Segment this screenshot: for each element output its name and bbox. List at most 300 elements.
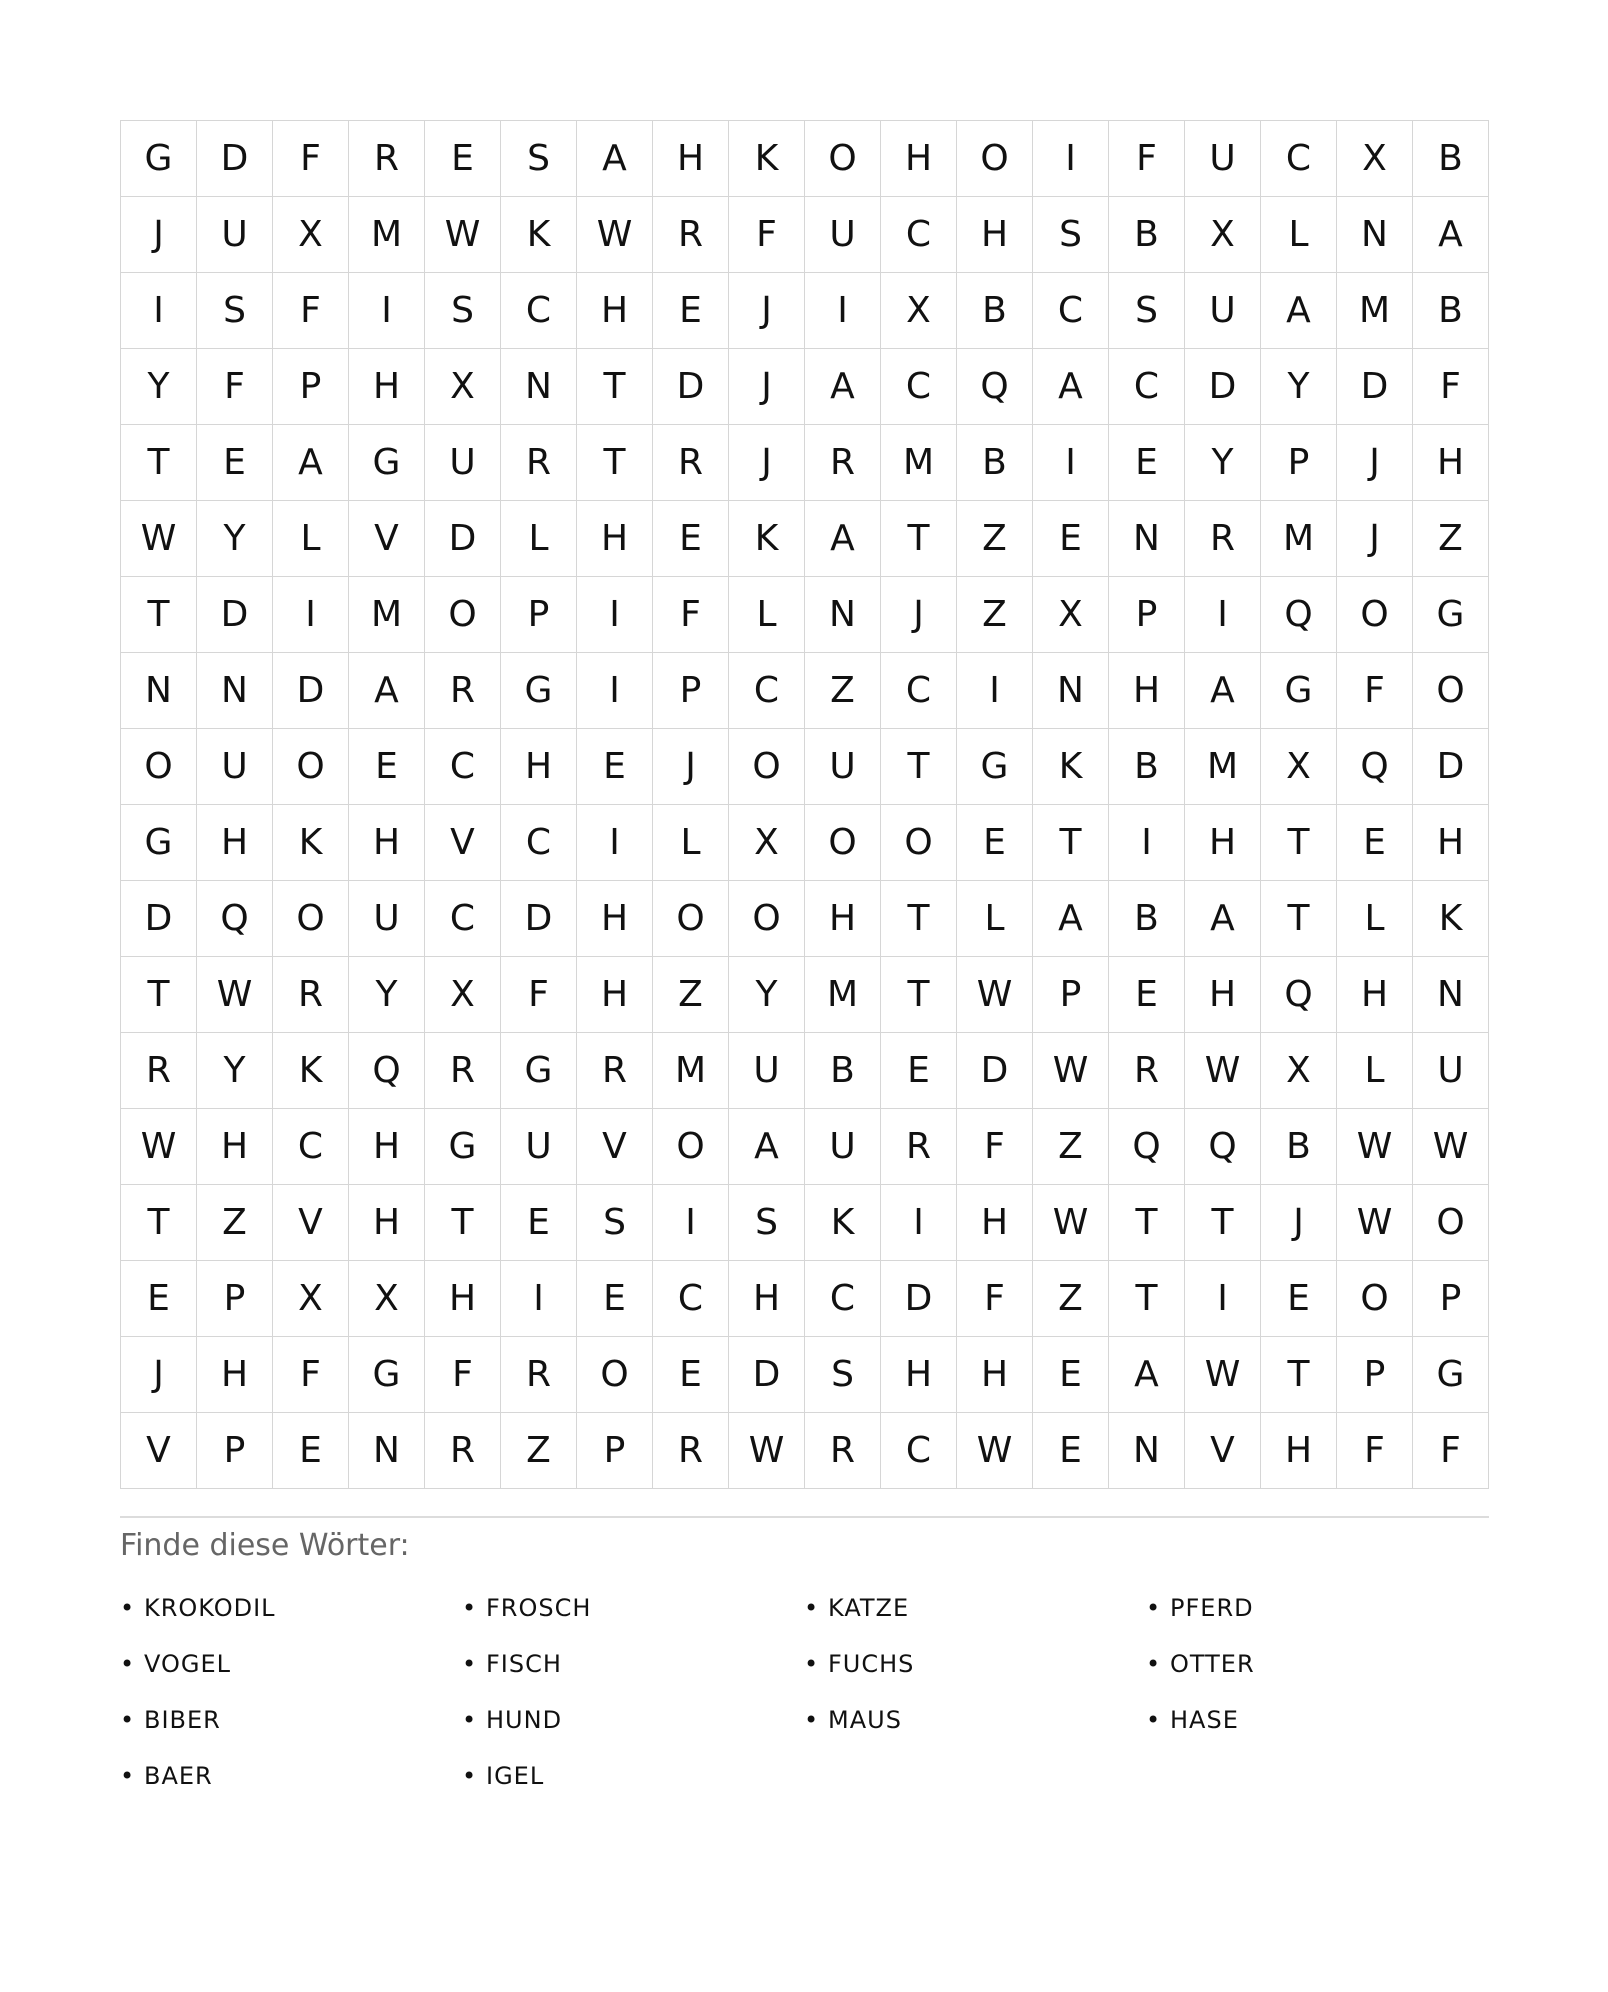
grid-cell[interactable]: W: [1337, 1185, 1413, 1261]
grid-cell[interactable]: I: [577, 805, 653, 881]
grid-cell[interactable]: H: [729, 1261, 805, 1337]
grid-cell[interactable]: R: [653, 1413, 729, 1489]
grid-cell[interactable]: U: [1185, 273, 1261, 349]
grid-cell[interactable]: I: [1033, 425, 1109, 501]
grid-cell[interactable]: H: [957, 1337, 1033, 1413]
grid-cell[interactable]: J: [1337, 501, 1413, 577]
grid-cell[interactable]: A: [1033, 881, 1109, 957]
grid-cell[interactable]: Z: [1033, 1109, 1109, 1185]
grid-cell[interactable]: Q: [349, 1033, 425, 1109]
grid-cell[interactable]: F: [1413, 349, 1489, 425]
grid-cell[interactable]: G: [425, 1109, 501, 1185]
grid-cell[interactable]: Q: [197, 881, 273, 957]
grid-cell[interactable]: X: [425, 349, 501, 425]
grid-cell[interactable]: W: [957, 1413, 1033, 1489]
grid-cell[interactable]: H: [577, 957, 653, 1033]
grid-cell[interactable]: E: [1033, 501, 1109, 577]
grid-cell[interactable]: S: [577, 1185, 653, 1261]
grid-cell[interactable]: H: [197, 805, 273, 881]
grid-cell[interactable]: F: [653, 577, 729, 653]
grid-cell[interactable]: B: [1109, 729, 1185, 805]
grid-cell[interactable]: E: [349, 729, 425, 805]
grid-cell[interactable]: P: [577, 1413, 653, 1489]
grid-cell[interactable]: T: [577, 425, 653, 501]
grid-cell[interactable]: U: [501, 1109, 577, 1185]
grid-cell[interactable]: D: [1185, 349, 1261, 425]
grid-cell[interactable]: D: [501, 881, 577, 957]
grid-cell[interactable]: H: [349, 1185, 425, 1261]
grid-cell[interactable]: G: [1413, 1337, 1489, 1413]
grid-cell[interactable]: G: [349, 1337, 425, 1413]
grid-cell[interactable]: I: [957, 653, 1033, 729]
grid-cell[interactable]: H: [805, 881, 881, 957]
grid-cell[interactable]: J: [729, 273, 805, 349]
grid-cell[interactable]: H: [577, 881, 653, 957]
grid-cell[interactable]: E: [653, 501, 729, 577]
grid-cell[interactable]: S: [729, 1185, 805, 1261]
grid-cell[interactable]: M: [1337, 273, 1413, 349]
grid-cell[interactable]: W: [121, 1109, 197, 1185]
grid-cell[interactable]: X: [273, 1261, 349, 1337]
grid-cell[interactable]: C: [881, 349, 957, 425]
grid-cell[interactable]: C: [881, 653, 957, 729]
grid-cell[interactable]: C: [425, 881, 501, 957]
grid-cell[interactable]: N: [501, 349, 577, 425]
grid-cell[interactable]: R: [501, 1337, 577, 1413]
grid-cell[interactable]: O: [577, 1337, 653, 1413]
grid-cell[interactable]: B: [1413, 121, 1489, 197]
grid-cell[interactable]: I: [1185, 577, 1261, 653]
grid-cell[interactable]: W: [121, 501, 197, 577]
grid-cell[interactable]: Y: [1185, 425, 1261, 501]
grid-cell[interactable]: A: [805, 349, 881, 425]
grid-cell[interactable]: Z: [1033, 1261, 1109, 1337]
grid-cell[interactable]: Z: [957, 501, 1033, 577]
grid-cell[interactable]: M: [805, 957, 881, 1033]
grid-cell[interactable]: T: [1109, 1185, 1185, 1261]
grid-cell[interactable]: F: [1337, 1413, 1413, 1489]
grid-cell[interactable]: Q: [1337, 729, 1413, 805]
grid-cell[interactable]: V: [577, 1109, 653, 1185]
grid-cell[interactable]: E: [425, 121, 501, 197]
grid-cell[interactable]: X: [881, 273, 957, 349]
grid-cell[interactable]: R: [653, 197, 729, 273]
grid-cell[interactable]: D: [729, 1337, 805, 1413]
grid-cell[interactable]: S: [197, 273, 273, 349]
grid-cell[interactable]: E: [1033, 1337, 1109, 1413]
grid-cell[interactable]: B: [957, 425, 1033, 501]
grid-cell[interactable]: P: [653, 653, 729, 729]
grid-cell[interactable]: D: [881, 1261, 957, 1337]
grid-cell[interactable]: V: [121, 1413, 197, 1489]
grid-cell[interactable]: O: [1337, 577, 1413, 653]
grid-cell[interactable]: O: [273, 729, 349, 805]
grid-cell[interactable]: S: [1033, 197, 1109, 273]
grid-cell[interactable]: A: [1413, 197, 1489, 273]
grid-cell[interactable]: C: [273, 1109, 349, 1185]
grid-cell[interactable]: C: [1261, 121, 1337, 197]
grid-cell[interactable]: M: [881, 425, 957, 501]
grid-cell[interactable]: E: [653, 1337, 729, 1413]
grid-cell[interactable]: T: [881, 957, 957, 1033]
grid-cell[interactable]: I: [577, 653, 653, 729]
grid-cell[interactable]: F: [729, 197, 805, 273]
grid-cell[interactable]: O: [1413, 653, 1489, 729]
grid-cell[interactable]: W: [1033, 1185, 1109, 1261]
grid-cell[interactable]: I: [1185, 1261, 1261, 1337]
grid-cell[interactable]: D: [1413, 729, 1489, 805]
grid-cell[interactable]: I: [881, 1185, 957, 1261]
grid-cell[interactable]: A: [805, 501, 881, 577]
grid-cell[interactable]: D: [957, 1033, 1033, 1109]
grid-cell[interactable]: T: [881, 881, 957, 957]
grid-cell[interactable]: M: [653, 1033, 729, 1109]
grid-cell[interactable]: J: [121, 197, 197, 273]
grid-cell[interactable]: F: [501, 957, 577, 1033]
grid-cell[interactable]: E: [1033, 1413, 1109, 1489]
grid-cell[interactable]: W: [957, 957, 1033, 1033]
grid-cell[interactable]: E: [197, 425, 273, 501]
grid-cell[interactable]: W: [1413, 1109, 1489, 1185]
grid-cell[interactable]: C: [729, 653, 805, 729]
grid-cell[interactable]: O: [1337, 1261, 1413, 1337]
grid-cell[interactable]: H: [577, 501, 653, 577]
grid-cell[interactable]: C: [881, 197, 957, 273]
grid-cell[interactable]: A: [1109, 1337, 1185, 1413]
grid-cell[interactable]: A: [729, 1109, 805, 1185]
grid-cell[interactable]: H: [881, 1337, 957, 1413]
grid-cell[interactable]: N: [121, 653, 197, 729]
grid-cell[interactable]: R: [805, 425, 881, 501]
grid-cell[interactable]: X: [1185, 197, 1261, 273]
grid-cell[interactable]: Y: [349, 957, 425, 1033]
grid-cell[interactable]: U: [425, 425, 501, 501]
grid-cell[interactable]: P: [1109, 577, 1185, 653]
grid-cell[interactable]: J: [729, 425, 805, 501]
grid-cell[interactable]: H: [653, 121, 729, 197]
grid-cell[interactable]: I: [1109, 805, 1185, 881]
grid-cell[interactable]: Y: [197, 501, 273, 577]
grid-cell[interactable]: X: [273, 197, 349, 273]
grid-cell[interactable]: L: [1261, 197, 1337, 273]
grid-cell[interactable]: B: [1109, 881, 1185, 957]
grid-cell[interactable]: T: [1185, 1185, 1261, 1261]
grid-cell[interactable]: R: [881, 1109, 957, 1185]
grid-cell[interactable]: D: [1337, 349, 1413, 425]
grid-cell[interactable]: K: [729, 501, 805, 577]
grid-cell[interactable]: T: [121, 957, 197, 1033]
grid-cell[interactable]: Z: [805, 653, 881, 729]
grid-cell[interactable]: F: [425, 1337, 501, 1413]
grid-cell[interactable]: S: [1109, 273, 1185, 349]
grid-cell[interactable]: O: [805, 805, 881, 881]
grid-cell[interactable]: F: [273, 1337, 349, 1413]
grid-cell[interactable]: W: [1033, 1033, 1109, 1109]
grid-cell[interactable]: O: [273, 881, 349, 957]
grid-cell[interactable]: O: [805, 121, 881, 197]
grid-cell[interactable]: Q: [957, 349, 1033, 425]
grid-cell[interactable]: L: [1337, 1033, 1413, 1109]
grid-cell[interactable]: M: [1185, 729, 1261, 805]
grid-cell[interactable]: W: [1185, 1337, 1261, 1413]
grid-cell[interactable]: U: [805, 197, 881, 273]
grid-cell[interactable]: I: [273, 577, 349, 653]
grid-cell[interactable]: T: [1261, 881, 1337, 957]
grid-cell[interactable]: H: [349, 1109, 425, 1185]
grid-cell[interactable]: D: [425, 501, 501, 577]
grid-cell[interactable]: H: [1413, 805, 1489, 881]
grid-cell[interactable]: T: [121, 425, 197, 501]
grid-cell[interactable]: E: [577, 729, 653, 805]
grid-cell[interactable]: X: [425, 957, 501, 1033]
grid-cell[interactable]: R: [273, 957, 349, 1033]
grid-cell[interactable]: R: [425, 1413, 501, 1489]
grid-cell[interactable]: K: [1413, 881, 1489, 957]
grid-cell[interactable]: T: [121, 577, 197, 653]
grid-cell[interactable]: P: [1337, 1337, 1413, 1413]
grid-cell[interactable]: C: [501, 805, 577, 881]
grid-cell[interactable]: O: [425, 577, 501, 653]
grid-cell[interactable]: A: [1185, 881, 1261, 957]
grid-cell[interactable]: H: [1413, 425, 1489, 501]
grid-cell[interactable]: Q: [1109, 1109, 1185, 1185]
grid-cell[interactable]: W: [197, 957, 273, 1033]
grid-cell[interactable]: H: [957, 1185, 1033, 1261]
grid-cell[interactable]: P: [1261, 425, 1337, 501]
grid-cell[interactable]: J: [729, 349, 805, 425]
grid-cell[interactable]: C: [653, 1261, 729, 1337]
grid-cell[interactable]: R: [425, 1033, 501, 1109]
grid-cell[interactable]: E: [1337, 805, 1413, 881]
grid-cell[interactable]: K: [501, 197, 577, 273]
grid-cell[interactable]: J: [1337, 425, 1413, 501]
grid-cell[interactable]: A: [349, 653, 425, 729]
grid-cell[interactable]: N: [1109, 1413, 1185, 1489]
grid-cell[interactable]: C: [501, 273, 577, 349]
grid-cell[interactable]: B: [1413, 273, 1489, 349]
grid-cell[interactable]: M: [349, 577, 425, 653]
grid-cell[interactable]: M: [1261, 501, 1337, 577]
grid-cell[interactable]: C: [1109, 349, 1185, 425]
grid-cell[interactable]: B: [805, 1033, 881, 1109]
grid-cell[interactable]: P: [1033, 957, 1109, 1033]
grid-cell[interactable]: E: [121, 1261, 197, 1337]
grid-cell[interactable]: F: [1413, 1413, 1489, 1489]
grid-cell[interactable]: S: [425, 273, 501, 349]
grid-cell[interactable]: X: [1337, 121, 1413, 197]
grid-cell[interactable]: M: [349, 197, 425, 273]
grid-cell[interactable]: W: [1337, 1109, 1413, 1185]
grid-cell[interactable]: O: [121, 729, 197, 805]
grid-cell[interactable]: L: [653, 805, 729, 881]
grid-cell[interactable]: E: [957, 805, 1033, 881]
grid-cell[interactable]: R: [805, 1413, 881, 1489]
grid-cell[interactable]: R: [349, 121, 425, 197]
grid-cell[interactable]: W: [425, 197, 501, 273]
grid-cell[interactable]: O: [729, 729, 805, 805]
grid-cell[interactable]: S: [805, 1337, 881, 1413]
grid-cell[interactable]: K: [273, 805, 349, 881]
grid-cell[interactable]: S: [501, 121, 577, 197]
grid-cell[interactable]: O: [729, 881, 805, 957]
grid-cell[interactable]: H: [349, 805, 425, 881]
grid-cell[interactable]: Z: [653, 957, 729, 1033]
grid-cell[interactable]: C: [425, 729, 501, 805]
grid-cell[interactable]: W: [1185, 1033, 1261, 1109]
grid-cell[interactable]: P: [1413, 1261, 1489, 1337]
grid-cell[interactable]: E: [1261, 1261, 1337, 1337]
grid-cell[interactable]: L: [957, 881, 1033, 957]
grid-cell[interactable]: H: [425, 1261, 501, 1337]
grid-cell[interactable]: H: [197, 1109, 273, 1185]
grid-cell[interactable]: Z: [1413, 501, 1489, 577]
grid-cell[interactable]: H: [1185, 805, 1261, 881]
grid-cell[interactable]: V: [1185, 1413, 1261, 1489]
grid-cell[interactable]: B: [957, 273, 1033, 349]
grid-cell[interactable]: O: [653, 1109, 729, 1185]
grid-cell[interactable]: B: [1261, 1109, 1337, 1185]
grid-cell[interactable]: T: [1033, 805, 1109, 881]
grid-cell[interactable]: O: [653, 881, 729, 957]
grid-cell[interactable]: U: [197, 197, 273, 273]
grid-cell[interactable]: U: [1185, 121, 1261, 197]
grid-cell[interactable]: E: [1109, 957, 1185, 1033]
grid-cell[interactable]: G: [121, 805, 197, 881]
grid-cell[interactable]: U: [349, 881, 425, 957]
grid-cell[interactable]: H: [1185, 957, 1261, 1033]
grid-cell[interactable]: R: [577, 1033, 653, 1109]
grid-cell[interactable]: G: [501, 1033, 577, 1109]
grid-cell[interactable]: V: [349, 501, 425, 577]
grid-cell[interactable]: G: [121, 121, 197, 197]
grid-cell[interactable]: Z: [957, 577, 1033, 653]
grid-cell[interactable]: N: [1413, 957, 1489, 1033]
grid-cell[interactable]: V: [425, 805, 501, 881]
grid-cell[interactable]: J: [653, 729, 729, 805]
grid-cell[interactable]: X: [729, 805, 805, 881]
grid-cell[interactable]: L: [273, 501, 349, 577]
grid-cell[interactable]: G: [1261, 653, 1337, 729]
grid-cell[interactable]: R: [501, 425, 577, 501]
grid-cell[interactable]: I: [653, 1185, 729, 1261]
grid-cell[interactable]: N: [1109, 501, 1185, 577]
grid-cell[interactable]: L: [729, 577, 805, 653]
grid-cell[interactable]: N: [805, 577, 881, 653]
grid-cell[interactable]: V: [273, 1185, 349, 1261]
grid-cell[interactable]: U: [805, 729, 881, 805]
grid-cell[interactable]: T: [425, 1185, 501, 1261]
grid-cell[interactable]: H: [1109, 653, 1185, 729]
grid-cell[interactable]: X: [349, 1261, 425, 1337]
grid-cell[interactable]: K: [1033, 729, 1109, 805]
grid-cell[interactable]: Q: [1261, 577, 1337, 653]
grid-cell[interactable]: E: [501, 1185, 577, 1261]
grid-cell[interactable]: A: [1033, 349, 1109, 425]
grid-cell[interactable]: Z: [501, 1413, 577, 1489]
grid-cell[interactable]: A: [1261, 273, 1337, 349]
grid-cell[interactable]: X: [1261, 729, 1337, 805]
grid-cell[interactable]: F: [273, 273, 349, 349]
grid-cell[interactable]: J: [121, 1337, 197, 1413]
grid-cell[interactable]: D: [197, 121, 273, 197]
grid-cell[interactable]: T: [1261, 805, 1337, 881]
grid-cell[interactable]: P: [197, 1261, 273, 1337]
grid-cell[interactable]: H: [197, 1337, 273, 1413]
grid-cell[interactable]: T: [881, 501, 957, 577]
grid-cell[interactable]: D: [273, 653, 349, 729]
grid-cell[interactable]: E: [881, 1033, 957, 1109]
grid-cell[interactable]: U: [805, 1109, 881, 1185]
grid-cell[interactable]: J: [1261, 1185, 1337, 1261]
grid-cell[interactable]: P: [197, 1413, 273, 1489]
grid-cell[interactable]: N: [1337, 197, 1413, 273]
grid-cell[interactable]: K: [273, 1033, 349, 1109]
grid-cell[interactable]: F: [273, 121, 349, 197]
grid-cell[interactable]: I: [121, 273, 197, 349]
grid-cell[interactable]: U: [197, 729, 273, 805]
grid-cell[interactable]: W: [577, 197, 653, 273]
grid-cell[interactable]: G: [1413, 577, 1489, 653]
grid-cell[interactable]: H: [501, 729, 577, 805]
grid-cell[interactable]: E: [653, 273, 729, 349]
grid-cell[interactable]: R: [653, 425, 729, 501]
grid-cell[interactable]: F: [1337, 653, 1413, 729]
grid-cell[interactable]: I: [349, 273, 425, 349]
grid-cell[interactable]: U: [1413, 1033, 1489, 1109]
grid-cell[interactable]: T: [577, 349, 653, 425]
grid-cell[interactable]: D: [121, 881, 197, 957]
grid-cell[interactable]: A: [273, 425, 349, 501]
grid-cell[interactable]: I: [1033, 121, 1109, 197]
grid-cell[interactable]: H: [881, 121, 957, 197]
grid-cell[interactable]: T: [881, 729, 957, 805]
grid-cell[interactable]: E: [577, 1261, 653, 1337]
grid-cell[interactable]: T: [1261, 1337, 1337, 1413]
grid-cell[interactable]: K: [805, 1185, 881, 1261]
grid-cell[interactable]: W: [729, 1413, 805, 1489]
grid-cell[interactable]: B: [1109, 197, 1185, 273]
grid-cell[interactable]: J: [881, 577, 957, 653]
grid-cell[interactable]: Q: [1185, 1109, 1261, 1185]
grid-cell[interactable]: G: [501, 653, 577, 729]
grid-cell[interactable]: A: [1185, 653, 1261, 729]
grid-cell[interactable]: U: [729, 1033, 805, 1109]
grid-cell[interactable]: X: [1261, 1033, 1337, 1109]
grid-cell[interactable]: D: [653, 349, 729, 425]
grid-cell[interactable]: F: [957, 1109, 1033, 1185]
grid-cell[interactable]: H: [577, 273, 653, 349]
grid-cell[interactable]: G: [957, 729, 1033, 805]
grid-cell[interactable]: N: [349, 1413, 425, 1489]
grid-cell[interactable]: T: [121, 1185, 197, 1261]
grid-cell[interactable]: C: [805, 1261, 881, 1337]
grid-cell[interactable]: F: [197, 349, 273, 425]
grid-cell[interactable]: P: [273, 349, 349, 425]
grid-cell[interactable]: L: [1337, 881, 1413, 957]
grid-cell[interactable]: T: [1109, 1261, 1185, 1337]
grid-cell[interactable]: H: [1337, 957, 1413, 1033]
grid-cell[interactable]: R: [1109, 1033, 1185, 1109]
grid-cell[interactable]: Z: [197, 1185, 273, 1261]
grid-cell[interactable]: E: [1109, 425, 1185, 501]
grid-cell[interactable]: I: [805, 273, 881, 349]
grid-cell[interactable]: E: [273, 1413, 349, 1489]
grid-cell[interactable]: Q: [1261, 957, 1337, 1033]
grid-cell[interactable]: I: [577, 577, 653, 653]
grid-cell[interactable]: N: [197, 653, 273, 729]
grid-cell[interactable]: N: [1033, 653, 1109, 729]
grid-cell[interactable]: H: [349, 349, 425, 425]
